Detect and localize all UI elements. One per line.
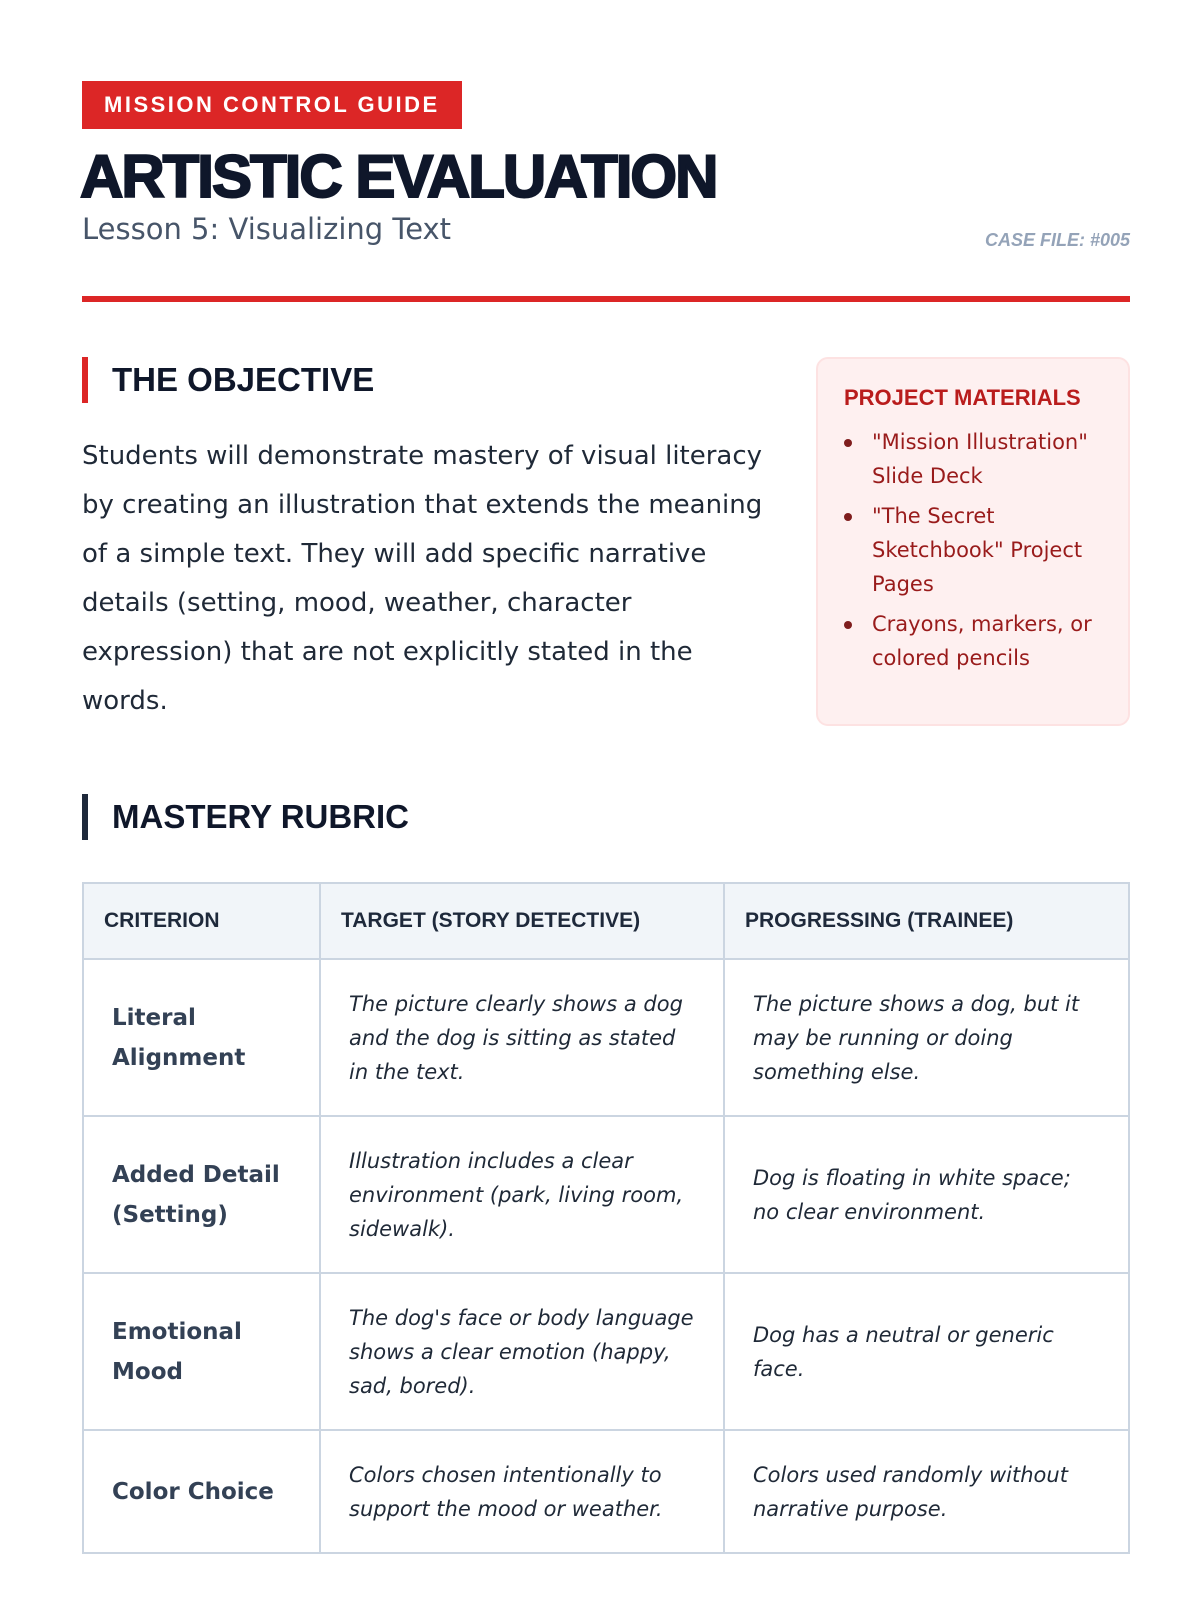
table-row bbox=[83, 1430, 1129, 1553]
header-divider bbox=[82, 296, 1130, 302]
progressing-cell: Dog has a neutral or generic face. bbox=[724, 1273, 1129, 1430]
progressing-cell: Dog is floating in white space; no clear environment. bbox=[724, 1116, 1129, 1273]
target-cell: The picture clearly shows a dog and the dog is sitting as stated in the text. bbox=[320, 959, 724, 1116]
materials-list bbox=[844, 425, 1102, 675]
list-item: "Mission Illustration" Slide Deck bbox=[844, 425, 1102, 493]
guide-badge: MISSION CONTROL GUIDE bbox=[82, 81, 462, 129]
target-cell: The dog's face or body language shows a clear emotion (happy, sad, bored). bbox=[320, 1273, 724, 1430]
objective-text: Students will demonstrate mastery of visual literacy by creating an illustration that extends the meaning of a simple text. They will add specific narrative details (setting, mood, weather, character expression) that are not explicitly stated in the words. bbox=[82, 441, 763, 716]
materials-heading: PROJECT MATERIALS bbox=[844, 385, 1081, 410]
rubric-table bbox=[82, 882, 1130, 1554]
page-title: ARTISTIC EVALUATION bbox=[80, 143, 717, 210]
list-item: "The Secret Sketchbook" Project Pages bbox=[844, 499, 1102, 601]
list-item: Crayons, markers, or colored pencils bbox=[844, 607, 1102, 675]
target-cell: Colors chosen intentionally to support the mood or weather. bbox=[320, 1430, 724, 1553]
table-row bbox=[83, 1273, 1129, 1430]
table-header-row bbox=[83, 883, 1129, 959]
rubric-heading: MASTERY RUBRIC bbox=[82, 794, 409, 840]
column-header: TARGET (STORY DETECTIVE) bbox=[320, 883, 724, 959]
objective-heading: THE OBJECTIVE bbox=[82, 357, 374, 403]
case-file-label: CASE FILE: #005 bbox=[984, 230, 1130, 250]
column-header: CRITERION bbox=[83, 883, 320, 959]
criterion-cell: Emotional Mood bbox=[83, 1273, 320, 1430]
criterion-cell: Color Choice bbox=[83, 1430, 320, 1553]
lesson-subtitle: Lesson 5: Visualizing Text bbox=[82, 212, 452, 246]
table-row bbox=[83, 1116, 1129, 1273]
progressing-cell: Colors used randomly without narrative purpose. bbox=[724, 1430, 1129, 1553]
table-row bbox=[83, 959, 1129, 1116]
criterion-cell: Literal Alignment bbox=[83, 959, 320, 1116]
criterion-cell: Added Detail (Setting) bbox=[83, 1116, 320, 1273]
project-materials-box bbox=[816, 357, 1130, 726]
column-header: PROGRESSING (TRAINEE) bbox=[724, 883, 1129, 959]
target-cell: Illustration includes a clear environment (park, living room, sidewalk). bbox=[320, 1116, 724, 1273]
progressing-cell: The picture shows a dog, but it may be running or doing something else. bbox=[724, 959, 1129, 1116]
